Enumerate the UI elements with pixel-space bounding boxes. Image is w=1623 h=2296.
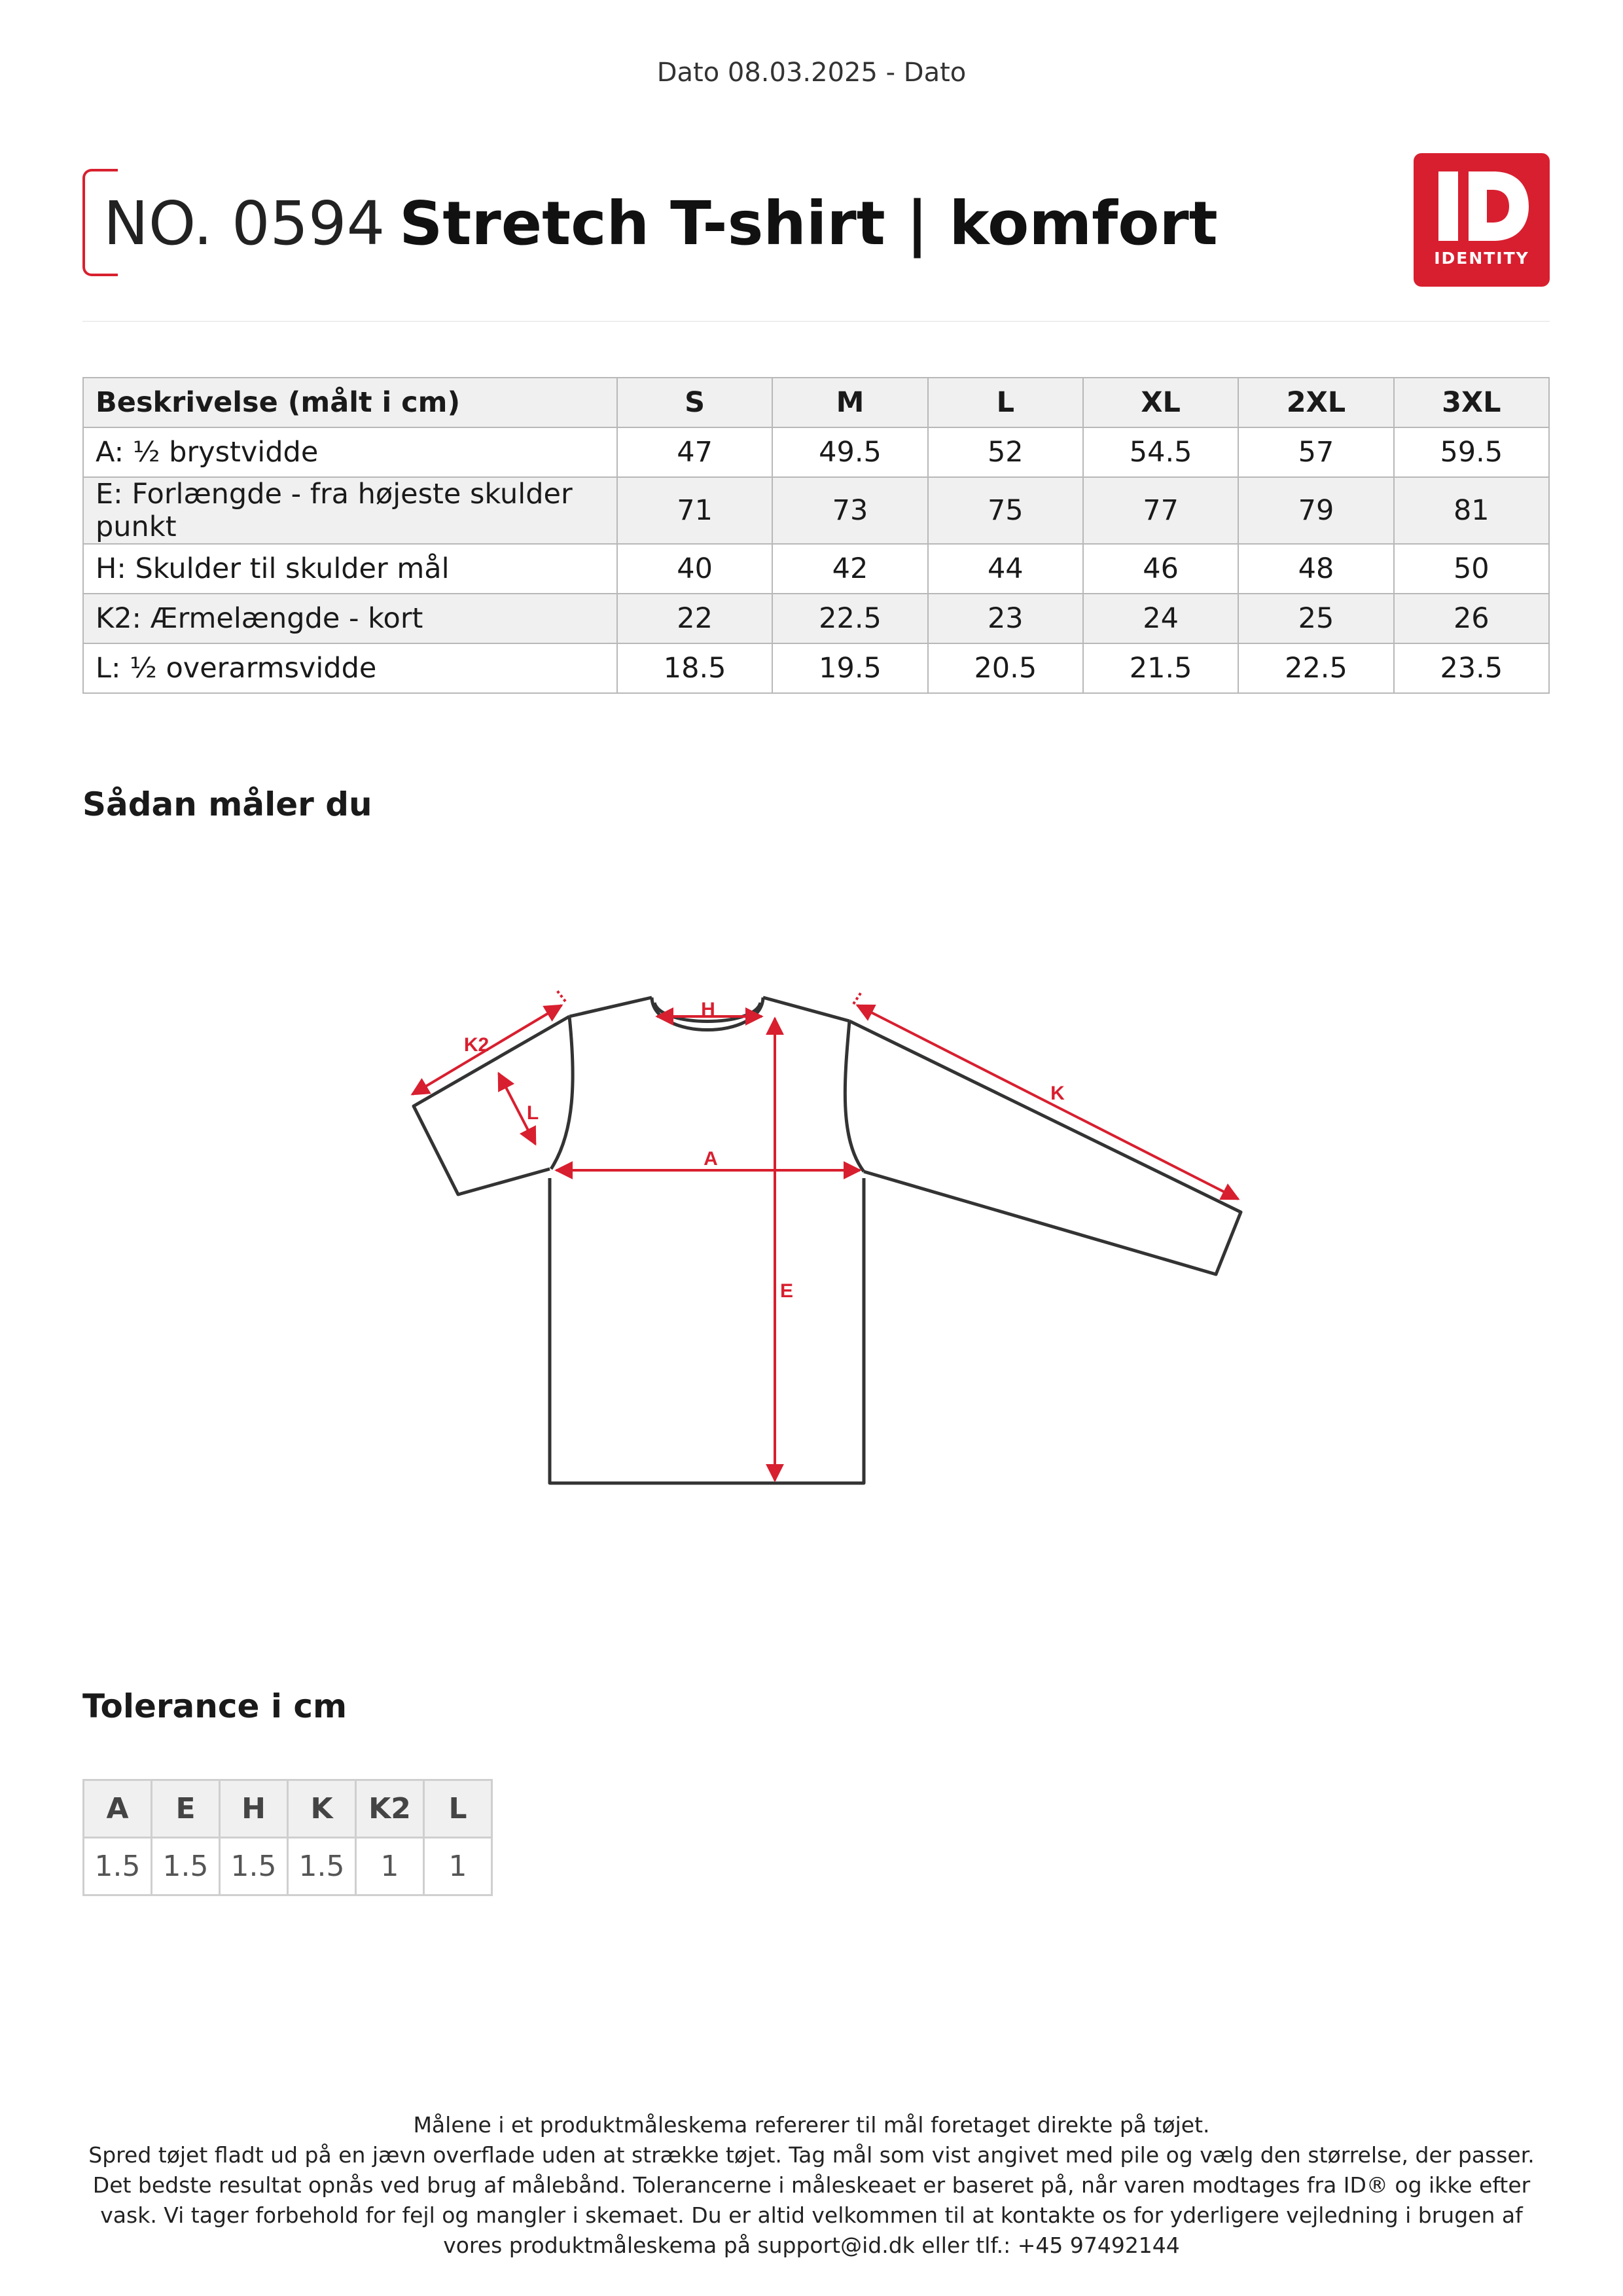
product-number: NO. 0594 <box>103 188 385 259</box>
table-cell: 21.5 <box>1083 643 1238 693</box>
table-cell: E: Forlængde - fra højeste skulder punkt <box>83 477 617 544</box>
table-cell: 52 <box>928 427 1083 477</box>
footer-notes <box>72 2110 1551 2261</box>
table-cell: 73 <box>772 477 927 544</box>
column-header: E <box>152 1780 220 1838</box>
column-header: H <box>220 1780 288 1838</box>
table-cell: 79 <box>1238 477 1393 544</box>
table-row <box>83 477 1549 544</box>
table-row <box>83 643 1549 693</box>
table-cell: H: Skulder til skulder mål <box>83 544 617 594</box>
tolerance-values-row <box>84 1838 492 1895</box>
table-cell: 49.5 <box>772 427 927 477</box>
table-cell: 47 <box>617 427 772 477</box>
table-cell: 22.5 <box>1238 643 1393 693</box>
measure-arrows <box>412 990 1238 1480</box>
table-cell: 26 <box>1394 594 1549 643</box>
header-divider <box>82 321 1550 322</box>
table-cell: 71 <box>617 477 772 544</box>
table-row <box>83 594 1549 643</box>
column-header: S <box>617 378 772 427</box>
table-cell: 77 <box>1083 477 1238 544</box>
size-chart-table <box>82 377 1550 694</box>
table-cell: 20.5 <box>928 643 1083 693</box>
measure-section-title: Sådan måler du <box>82 785 372 823</box>
table-cell: 22 <box>617 594 772 643</box>
label-h: H <box>701 999 715 1020</box>
table-cell: 1 <box>424 1838 492 1895</box>
tshirt-measure-diagram <box>393 982 1296 1532</box>
table-cell: 1.5 <box>288 1838 356 1895</box>
footer-paragraph: Spred tøjet fladt ud på en jævn overflade uden at strække tøjet. Tag mål som vist angivet med pile og vælg den størrelse, der passer. Det bedste resultat opnås ved brug af målebånd. Tolerancerne i måleskeaet er baseret på, når varen modtages fra ID® og ikke efter vask. Vi tager forbehold for fejl og mangler i skemaet. Du er altid velkommen til at kontakte os for yderligere vejledning i brugen af vores produktmåleskema på support@id.dk eller tlf.: +45 97492144 <box>88 2142 1535 2258</box>
column-header: M <box>772 378 927 427</box>
table-cell: 1.5 <box>84 1838 152 1895</box>
logo-text: IDENTITY <box>1434 249 1529 268</box>
column-header: K2 <box>356 1780 424 1838</box>
table-cell: 57 <box>1238 427 1393 477</box>
table-row <box>83 544 1549 594</box>
table-cell: 54.5 <box>1083 427 1238 477</box>
table-cell: 46 <box>1083 544 1238 594</box>
tolerance-section-title: Tolerance i cm <box>82 1687 348 1725</box>
column-header: L <box>928 378 1083 427</box>
column-header: 2XL <box>1238 378 1393 427</box>
tolerance-header-row <box>84 1780 492 1838</box>
table-cell: 18.5 <box>617 643 772 693</box>
table-cell: 1 <box>356 1838 424 1895</box>
label-a: A <box>704 1148 718 1170</box>
table-cell: 40 <box>617 544 772 594</box>
label-e: E <box>779 1280 794 1302</box>
column-header: XL <box>1083 378 1238 427</box>
table-cell: 23 <box>928 594 1083 643</box>
table-cell: 24 <box>1083 594 1238 643</box>
table-cell: 48 <box>1238 544 1393 594</box>
label-k2: K2 <box>463 1034 490 1056</box>
table-cell: 81 <box>1394 477 1549 544</box>
table-cell: 25 <box>1238 594 1393 643</box>
column-header: K <box>288 1780 356 1838</box>
table-cell: 1.5 <box>152 1838 220 1895</box>
table-cell: K2: Ærmelængde - kort <box>83 594 617 643</box>
table-cell: 59.5 <box>1394 427 1549 477</box>
table-cell: 44 <box>928 544 1083 594</box>
column-header: 3XL <box>1394 378 1549 427</box>
table-row <box>83 427 1549 477</box>
label-l: L <box>526 1102 539 1124</box>
table-cell: 75 <box>928 477 1083 544</box>
tolerance-table <box>82 1779 493 1896</box>
tshirt-outline <box>414 997 1241 1483</box>
column-header: A <box>84 1780 152 1838</box>
column-header: L <box>424 1780 492 1838</box>
label-k: K <box>1050 1083 1065 1104</box>
product-name: Stretch T-shirt | komfort <box>399 188 1218 259</box>
page-title <box>103 185 1218 263</box>
table-cell: 23.5 <box>1394 643 1549 693</box>
footer-line: Målene i et produktmåleskema refererer til mål foretaget direkte på tøjet. <box>413 2112 1210 2138</box>
identity-logo <box>1414 153 1550 287</box>
table-cell: 50 <box>1394 544 1549 594</box>
table-cell: A: ½ brystvidde <box>83 427 617 477</box>
document-date: Dato 08.03.2025 - Dato <box>656 58 967 88</box>
table-cell: 22.5 <box>772 594 927 643</box>
table-cell: 1.5 <box>220 1838 288 1895</box>
column-header: Beskrivelse (målt i cm) <box>83 378 617 427</box>
table-cell: 42 <box>772 544 927 594</box>
table-cell: L: ½ overarmsvidde <box>83 643 617 693</box>
table-cell: 19.5 <box>772 643 927 693</box>
table-header-row <box>83 378 1549 427</box>
